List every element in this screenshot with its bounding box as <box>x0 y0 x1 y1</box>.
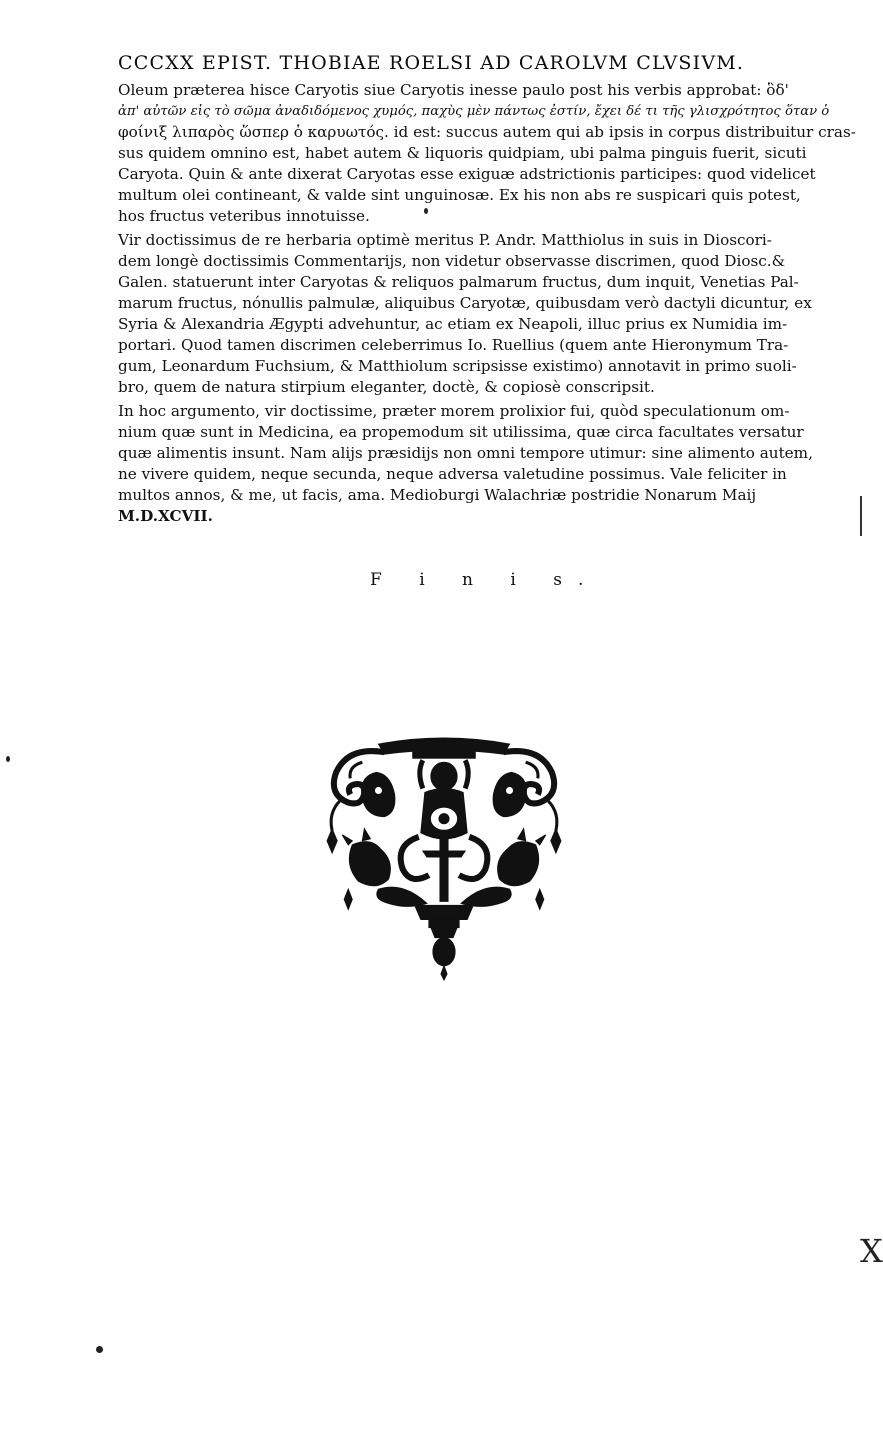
text-line: marum fructus, nónullis palmulæ, aliquibus Caryotæ, quibusdam verò dactyli dicuntur, ex <box>118 294 812 312</box>
grotesque-ornament-icon <box>318 732 570 984</box>
greek-text-line: ἀπ' αὐτῶν εἰς τὸ σῶμα ἀναδιδόμενος χυμός, παχὺς μὲν πάντως ἐστίν, ἔχει δέ τι τῆς γλισχρότητος ὅταν ὁ <box>118 104 830 119</box>
text-line: quæ alimentis insunt. Nam alijs præsidijs non omni tempore utimur: sine alimento autem, <box>118 444 813 462</box>
running-head: CCCXX EPIST. THOBIAE ROELSI AD CAROLVM CLVSIVM. <box>118 52 745 74</box>
ink-speck <box>96 1346 103 1353</box>
paragraph-1 <box>118 80 856 227</box>
paragraph-2 <box>118 230 812 398</box>
ink-speck <box>424 208 428 214</box>
text-line: gum, Leonardum Fuchsium, & Matthiolum scripsisse existimo) annotavit in primo suoli- <box>118 357 797 375</box>
text-line: Galen. statuerunt inter Caryotas & reliquos palmarum fructus, dum inquit, Venetias Pal- <box>118 273 799 291</box>
text-line: φοίνιξ λιπαρὸς ὥσπερ ὁ καρυωτός. id est: succus autem qui ab ipsis in corpus distribuitur cras- <box>118 123 856 141</box>
paragraph-3 <box>118 401 813 527</box>
text-line: sus quidem omnino est, habet autem & liquoris quidpiam, ubi palma pinguis fuerit, sicuti <box>118 144 807 162</box>
finis-heading: F i n i s. <box>370 570 600 590</box>
text-line: Vir doctissimus de re herbaria optimè meritus P. Andr. Matthiolus in suis in Dioscori- <box>118 231 772 249</box>
text-line: bro, quem de natura stirpium eleganter, doctè, & copiosè conscripsit. <box>118 378 655 396</box>
text-line: multos annos, & me, ut facis, ama. Medioburgi Walachriæ postridie Nonarum Maij <box>118 486 757 504</box>
text-line: Caryota. Quin & ante dixerat Caryotas esse exiguæ adstrictionis participes: quod videlicet <box>118 165 816 183</box>
text-line: Oleum præterea hisce Caryotis siue Caryotis inesse paulo post his verbis approbat: ὃδ' <box>118 81 789 99</box>
date-line: M.D.XCVII. <box>118 507 213 525</box>
text-line: multum olei contineant, & valde sint unguinosæ. Ex his non abs re suspicari quis potest, <box>118 186 801 204</box>
text-line: In hoc argumento, vir doctissime, præter morem prolixior fui, quòd speculationum om- <box>118 402 790 420</box>
ink-speck <box>6 756 10 762</box>
text-line: dem longè doctissimis Commentarijs, non videtur observasse discrimen, quod Diosc.& <box>118 252 786 270</box>
text-line: ne vivere quidem, neque secunda, neque adversa valetudine possimus. Vale feliciter in <box>118 465 787 483</box>
letter-text <box>118 80 856 530</box>
text-line: portari. Quod tamen discrimen celeberrimus Io. Ruellius (quem ante Hieronymum Tra- <box>118 336 789 354</box>
text-line: hos fructus veteribus innotuisse. <box>118 207 370 225</box>
bleed-through-mark <box>860 496 868 536</box>
bleed-through-mark: X <box>860 1232 883 1270</box>
text-line: Syria & Alexandria Ægypti advehuntur, ac etiam ex Neapoli, illuc prius ex Numidia im- <box>118 315 788 333</box>
text-line: nium quæ sunt in Medicina, ea propemodum sit utilissima, quæ circa facultates versatur <box>118 423 804 441</box>
